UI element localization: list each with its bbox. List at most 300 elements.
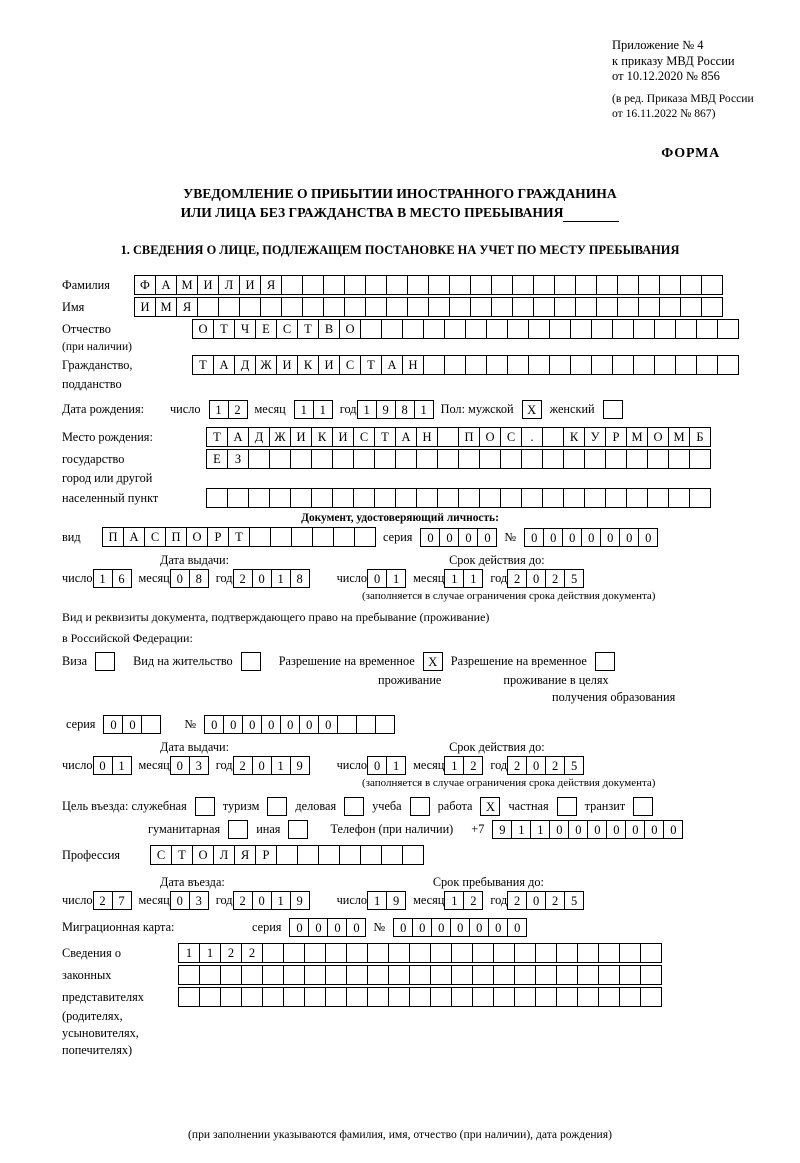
char-cell[interactable]: 0 — [663, 820, 683, 839]
char-cell[interactable] — [507, 355, 529, 375]
char-cell[interactable]: Б — [689, 427, 711, 447]
char-cell[interactable] — [381, 845, 403, 865]
char-cell[interactable] — [346, 965, 368, 985]
char-cell[interactable]: 2 — [241, 943, 263, 963]
char-cell[interactable]: 1 — [386, 756, 406, 775]
residence-checkbox[interactable] — [241, 652, 261, 671]
char-cell[interactable] — [479, 449, 501, 469]
char-cell[interactable] — [675, 319, 697, 339]
char-cell[interactable]: Н — [402, 355, 424, 375]
valid-day-input[interactable] — [367, 569, 405, 588]
char-cell[interactable]: С — [339, 355, 361, 375]
char-cell[interactable] — [486, 355, 508, 375]
char-cell[interactable] — [612, 319, 634, 339]
char-cell[interactable] — [619, 943, 641, 963]
char-cell[interactable] — [575, 297, 597, 317]
char-cell[interactable]: 8 — [290, 569, 310, 588]
char-cell[interactable]: 9 — [492, 820, 512, 839]
purpose-humanitarian-checkbox[interactable] — [228, 820, 248, 839]
char-cell[interactable]: И — [276, 355, 298, 375]
char-cell[interactable] — [451, 943, 473, 963]
char-cell[interactable] — [640, 943, 662, 963]
char-cell[interactable] — [416, 449, 438, 469]
char-cell[interactable]: 2 — [463, 891, 483, 910]
char-cell[interactable] — [701, 297, 723, 317]
name-input[interactable] — [134, 297, 722, 317]
purpose-other-checkbox[interactable] — [288, 820, 308, 839]
legalrep-row-1[interactable] — [178, 943, 661, 963]
char-cell[interactable] — [500, 488, 522, 508]
char-cell[interactable] — [654, 319, 676, 339]
char-cell[interactable] — [388, 943, 410, 963]
char-cell[interactable] — [680, 297, 702, 317]
char-cell[interactable] — [668, 488, 690, 508]
char-cell[interactable]: 9 — [290, 756, 310, 775]
char-cell[interactable] — [325, 943, 347, 963]
legalrep-row-2[interactable] — [178, 965, 661, 985]
char-cell[interactable]: М — [155, 297, 177, 317]
char-cell[interactable]: Т — [374, 427, 396, 447]
char-cell[interactable] — [647, 488, 669, 508]
char-cell[interactable] — [386, 297, 408, 317]
char-cell[interactable] — [388, 965, 410, 985]
char-cell[interactable] — [302, 275, 324, 295]
char-cell[interactable] — [596, 297, 618, 317]
char-cell[interactable]: 1 — [112, 756, 132, 775]
char-cell[interactable] — [241, 987, 263, 1007]
char-cell[interactable] — [290, 449, 312, 469]
char-cell[interactable] — [344, 275, 366, 295]
char-cell[interactable] — [675, 355, 697, 375]
char-cell[interactable]: Т — [213, 319, 235, 339]
char-cell[interactable]: 1 — [199, 943, 221, 963]
staydoc-number-input[interactable] — [204, 715, 394, 734]
char-cell[interactable]: 2 — [545, 891, 565, 910]
char-cell[interactable] — [304, 965, 326, 985]
stay-valid-year-input[interactable] — [507, 756, 583, 775]
char-cell[interactable] — [141, 715, 161, 734]
patronymic-input[interactable] — [192, 319, 738, 339]
char-cell[interactable] — [312, 527, 334, 547]
char-cell[interactable] — [304, 943, 326, 963]
char-cell[interactable]: 1 — [386, 569, 406, 588]
char-cell[interactable]: 0 — [619, 528, 639, 547]
char-cell[interactable] — [640, 965, 662, 985]
edu-residence-checkbox[interactable] — [595, 652, 615, 671]
char-cell[interactable]: 9 — [376, 400, 396, 419]
char-cell[interactable]: 5 — [564, 756, 584, 775]
char-cell[interactable] — [465, 319, 487, 339]
char-cell[interactable] — [241, 965, 263, 985]
char-cell[interactable]: 3 — [189, 756, 209, 775]
char-cell[interactable]: Я — [234, 845, 256, 865]
char-cell[interactable]: 0 — [562, 528, 582, 547]
char-cell[interactable] — [584, 488, 606, 508]
valid-month-input[interactable] — [444, 569, 482, 588]
char-cell[interactable]: 0 — [526, 756, 546, 775]
char-cell[interactable]: 2 — [220, 943, 242, 963]
char-cell[interactable] — [346, 943, 368, 963]
char-cell[interactable] — [374, 488, 396, 508]
char-cell[interactable] — [512, 297, 534, 317]
char-cell[interactable]: 0 — [568, 820, 588, 839]
char-cell[interactable] — [638, 275, 660, 295]
char-cell[interactable] — [354, 527, 376, 547]
char-cell[interactable]: 0 — [543, 528, 563, 547]
char-cell[interactable]: 1 — [178, 943, 200, 963]
char-cell[interactable] — [430, 987, 452, 1007]
char-cell[interactable]: З — [227, 449, 249, 469]
char-cell[interactable] — [563, 488, 585, 508]
char-cell[interactable] — [570, 355, 592, 375]
char-cell[interactable] — [500, 449, 522, 469]
char-cell[interactable] — [449, 297, 471, 317]
char-cell[interactable] — [444, 355, 466, 375]
char-cell[interactable] — [206, 488, 228, 508]
mig-series-input[interactable] — [289, 918, 365, 937]
char-cell[interactable] — [577, 965, 599, 985]
char-cell[interactable]: П — [165, 527, 187, 547]
char-cell[interactable]: О — [339, 319, 361, 339]
legalrep-row-3[interactable] — [178, 987, 661, 1007]
char-cell[interactable] — [249, 527, 271, 547]
char-cell[interactable]: И — [332, 427, 354, 447]
entry-month-input[interactable] — [170, 891, 208, 910]
char-cell[interactable] — [220, 965, 242, 985]
char-cell[interactable]: 6 — [112, 569, 132, 588]
char-cell[interactable] — [283, 943, 305, 963]
char-cell[interactable]: 0 — [204, 715, 224, 734]
char-cell[interactable] — [430, 965, 452, 985]
char-cell[interactable] — [428, 275, 450, 295]
stayuntil-day-input[interactable] — [367, 891, 405, 910]
char-cell[interactable] — [617, 297, 639, 317]
char-cell[interactable]: Я — [176, 297, 198, 317]
char-cell[interactable] — [659, 275, 681, 295]
char-cell[interactable] — [542, 427, 564, 447]
char-cell[interactable]: 7 — [112, 891, 132, 910]
purpose-tourism-checkbox[interactable] — [267, 797, 287, 816]
char-cell[interactable]: 0 — [122, 715, 142, 734]
char-cell[interactable]: 0 — [252, 569, 272, 588]
char-cell[interactable] — [514, 965, 536, 985]
char-cell[interactable] — [528, 319, 550, 339]
char-cell[interactable]: В — [318, 319, 340, 339]
char-cell[interactable]: 0 — [477, 528, 497, 547]
char-cell[interactable] — [598, 943, 620, 963]
birthplace-row-2[interactable] — [206, 449, 710, 469]
char-cell[interactable]: Д — [234, 355, 256, 375]
char-cell[interactable] — [409, 965, 431, 985]
char-cell[interactable] — [304, 987, 326, 1007]
char-cell[interactable]: 0 — [600, 528, 620, 547]
char-cell[interactable] — [395, 449, 417, 469]
char-cell[interactable]: 1 — [444, 756, 464, 775]
char-cell[interactable] — [591, 319, 613, 339]
char-cell[interactable]: 0 — [638, 528, 658, 547]
char-cell[interactable] — [360, 845, 382, 865]
char-cell[interactable]: 0 — [242, 715, 262, 734]
staydoc-series-input[interactable] — [103, 715, 160, 734]
char-cell[interactable]: 2 — [93, 891, 113, 910]
char-cell[interactable] — [633, 355, 655, 375]
char-cell[interactable]: И — [239, 275, 261, 295]
char-cell[interactable]: А — [227, 427, 249, 447]
char-cell[interactable]: 0 — [524, 528, 544, 547]
char-cell[interactable]: 2 — [545, 569, 565, 588]
char-cell[interactable] — [528, 355, 550, 375]
birthplace-row-1[interactable] — [206, 427, 710, 447]
char-cell[interactable] — [638, 297, 660, 317]
char-cell[interactable]: К — [311, 427, 333, 447]
char-cell[interactable] — [360, 319, 382, 339]
char-cell[interactable] — [512, 275, 534, 295]
char-cell[interactable] — [346, 987, 368, 1007]
char-cell[interactable] — [598, 965, 620, 985]
char-cell[interactable]: 0 — [450, 918, 470, 937]
char-cell[interactable]: 1 — [313, 400, 333, 419]
char-cell[interactable] — [668, 449, 690, 469]
char-cell[interactable] — [451, 987, 473, 1007]
char-cell[interactable] — [449, 275, 471, 295]
char-cell[interactable] — [633, 319, 655, 339]
char-cell[interactable] — [458, 449, 480, 469]
char-cell[interactable] — [325, 965, 347, 985]
char-cell[interactable] — [220, 987, 242, 1007]
char-cell[interactable]: 0 — [299, 715, 319, 734]
char-cell[interactable]: 1 — [530, 820, 550, 839]
sex-male-checkbox[interactable]: X — [522, 400, 542, 419]
visa-checkbox[interactable] — [95, 652, 115, 671]
char-cell[interactable] — [291, 527, 313, 547]
char-cell[interactable]: 0 — [581, 528, 601, 547]
char-cell[interactable]: 2 — [507, 569, 527, 588]
char-cell[interactable]: Ж — [269, 427, 291, 447]
char-cell[interactable] — [430, 943, 452, 963]
char-cell[interactable]: 1 — [93, 569, 113, 588]
char-cell[interactable] — [409, 987, 431, 1007]
char-cell[interactable] — [563, 449, 585, 469]
char-cell[interactable] — [472, 965, 494, 985]
char-cell[interactable] — [619, 965, 641, 985]
char-cell[interactable]: 2 — [507, 891, 527, 910]
char-cell[interactable]: 8 — [189, 569, 209, 588]
char-cell[interactable]: П — [102, 527, 124, 547]
char-cell[interactable] — [332, 488, 354, 508]
char-cell[interactable]: 0 — [346, 918, 366, 937]
char-cell[interactable] — [402, 845, 424, 865]
char-cell[interactable] — [353, 488, 375, 508]
char-cell[interactable] — [367, 965, 389, 985]
char-cell[interactable]: Т — [171, 845, 193, 865]
char-cell[interactable] — [262, 965, 284, 985]
purpose-study-checkbox[interactable] — [410, 797, 430, 816]
char-cell[interactable]: О — [479, 427, 501, 447]
char-cell[interactable] — [178, 965, 200, 985]
char-cell[interactable]: 0 — [280, 715, 300, 734]
birth-day-input[interactable] — [209, 400, 247, 419]
char-cell[interactable]: 0 — [252, 891, 272, 910]
char-cell[interactable]: А — [155, 275, 177, 295]
char-cell[interactable] — [605, 449, 627, 469]
iddoc-number-input[interactable] — [524, 528, 657, 547]
char-cell[interactable]: 0 — [526, 569, 546, 588]
temp-residence-checkbox[interactable]: X — [423, 652, 443, 671]
char-cell[interactable]: Е — [255, 319, 277, 339]
char-cell[interactable]: 0 — [625, 820, 645, 839]
char-cell[interactable] — [493, 987, 515, 1007]
char-cell[interactable] — [659, 297, 681, 317]
char-cell[interactable] — [472, 943, 494, 963]
sex-female-checkbox[interactable] — [603, 400, 623, 419]
char-cell[interactable]: 0 — [223, 715, 243, 734]
char-cell[interactable]: 2 — [545, 756, 565, 775]
char-cell[interactable] — [549, 355, 571, 375]
char-cell[interactable] — [311, 449, 333, 469]
stay-valid-day-input[interactable] — [367, 756, 405, 775]
char-cell[interactable]: 1 — [414, 400, 434, 419]
char-cell[interactable] — [353, 449, 375, 469]
char-cell[interactable] — [262, 987, 284, 1007]
char-cell[interactable]: И — [290, 427, 312, 447]
stay-valid-month-input[interactable] — [444, 756, 482, 775]
char-cell[interactable] — [437, 449, 459, 469]
char-cell[interactable]: А — [123, 527, 145, 547]
char-cell[interactable]: Л — [218, 275, 240, 295]
char-cell[interactable] — [577, 987, 599, 1007]
char-cell[interactable] — [290, 488, 312, 508]
char-cell[interactable] — [689, 449, 711, 469]
char-cell[interactable] — [365, 275, 387, 295]
char-cell[interactable] — [521, 488, 543, 508]
purpose-service-checkbox[interactable] — [195, 797, 215, 816]
char-cell[interactable] — [554, 297, 576, 317]
char-cell[interactable]: И — [134, 297, 156, 317]
char-cell[interactable] — [491, 297, 513, 317]
entry-day-input[interactable] — [93, 891, 131, 910]
purpose-business-checkbox[interactable] — [344, 797, 364, 816]
char-cell[interactable] — [549, 319, 571, 339]
char-cell[interactable] — [402, 319, 424, 339]
char-cell[interactable]: И — [197, 275, 219, 295]
char-cell[interactable] — [386, 275, 408, 295]
char-cell[interactable]: 9 — [386, 891, 406, 910]
char-cell[interactable] — [626, 449, 648, 469]
char-cell[interactable] — [535, 987, 557, 1007]
char-cell[interactable] — [491, 275, 513, 295]
char-cell[interactable]: 2 — [228, 400, 248, 419]
char-cell[interactable] — [533, 297, 555, 317]
char-cell[interactable] — [344, 297, 366, 317]
issue-month-input[interactable] — [170, 569, 208, 588]
char-cell[interactable] — [262, 943, 284, 963]
char-cell[interactable] — [470, 297, 492, 317]
iddoc-type-input[interactable] — [102, 527, 375, 547]
char-cell[interactable] — [493, 965, 515, 985]
char-cell[interactable]: Р — [605, 427, 627, 447]
char-cell[interactable]: Р — [255, 845, 277, 865]
char-cell[interactable]: 0 — [367, 756, 387, 775]
char-cell[interactable]: Ж — [255, 355, 277, 375]
char-cell[interactable] — [514, 943, 536, 963]
char-cell[interactable] — [717, 355, 739, 375]
char-cell[interactable] — [407, 297, 429, 317]
char-cell[interactable] — [260, 297, 282, 317]
char-cell[interactable]: Д — [248, 427, 270, 447]
char-cell[interactable] — [197, 297, 219, 317]
phone-input[interactable] — [492, 820, 682, 839]
char-cell[interactable]: 0 — [170, 569, 190, 588]
char-cell[interactable]: 1 — [463, 569, 483, 588]
iddoc-series-input[interactable] — [420, 528, 496, 547]
char-cell[interactable]: 0 — [431, 918, 451, 937]
char-cell[interactable] — [269, 449, 291, 469]
stay-issue-year-input[interactable] — [233, 756, 309, 775]
char-cell[interactable]: 1 — [444, 891, 464, 910]
char-cell[interactable]: 0 — [308, 918, 328, 937]
char-cell[interactable] — [701, 275, 723, 295]
stayuntil-year-input[interactable] — [507, 891, 583, 910]
purpose-work-checkbox[interactable]: X — [480, 797, 500, 816]
stay-issue-month-input[interactable] — [170, 756, 208, 775]
char-cell[interactable] — [689, 488, 711, 508]
char-cell[interactable]: 0 — [439, 528, 459, 547]
char-cell[interactable]: 3 — [189, 891, 209, 910]
char-cell[interactable] — [458, 488, 480, 508]
char-cell[interactable]: 0 — [420, 528, 440, 547]
char-cell[interactable]: 0 — [549, 820, 569, 839]
char-cell[interactable] — [367, 987, 389, 1007]
char-cell[interactable]: У — [584, 427, 606, 447]
char-cell[interactable] — [375, 715, 395, 734]
char-cell[interactable] — [577, 943, 599, 963]
birth-year-input[interactable] — [357, 400, 433, 419]
char-cell[interactable] — [575, 275, 597, 295]
char-cell[interactable] — [423, 319, 445, 339]
char-cell[interactable] — [472, 987, 494, 1007]
purpose-private-checkbox[interactable] — [557, 797, 577, 816]
char-cell[interactable]: 0 — [327, 918, 347, 937]
char-cell[interactable]: С — [150, 845, 172, 865]
char-cell[interactable]: 0 — [488, 918, 508, 937]
char-cell[interactable] — [451, 965, 473, 985]
char-cell[interactable]: 5 — [564, 891, 584, 910]
char-cell[interactable] — [535, 965, 557, 985]
char-cell[interactable]: С — [500, 427, 522, 447]
valid-year-input[interactable] — [507, 569, 583, 588]
char-cell[interactable]: 1 — [367, 891, 387, 910]
char-cell[interactable] — [248, 488, 270, 508]
char-cell[interactable] — [542, 488, 564, 508]
char-cell[interactable]: 0 — [170, 891, 190, 910]
char-cell[interactable]: 0 — [289, 918, 309, 937]
char-cell[interactable]: 0 — [393, 918, 413, 937]
char-cell[interactable]: 2 — [233, 756, 253, 775]
char-cell[interactable] — [318, 845, 340, 865]
char-cell[interactable] — [281, 275, 303, 295]
birth-month-input[interactable] — [294, 400, 332, 419]
char-cell[interactable]: А — [381, 355, 403, 375]
char-cell[interactable] — [248, 449, 270, 469]
char-cell[interactable] — [339, 845, 361, 865]
char-cell[interactable] — [521, 449, 543, 469]
char-cell[interactable] — [617, 275, 639, 295]
char-cell[interactable]: Л — [213, 845, 235, 865]
char-cell[interactable]: С — [144, 527, 166, 547]
char-cell[interactable]: 5 — [564, 569, 584, 588]
char-cell[interactable]: 0 — [318, 715, 338, 734]
char-cell[interactable] — [542, 449, 564, 469]
